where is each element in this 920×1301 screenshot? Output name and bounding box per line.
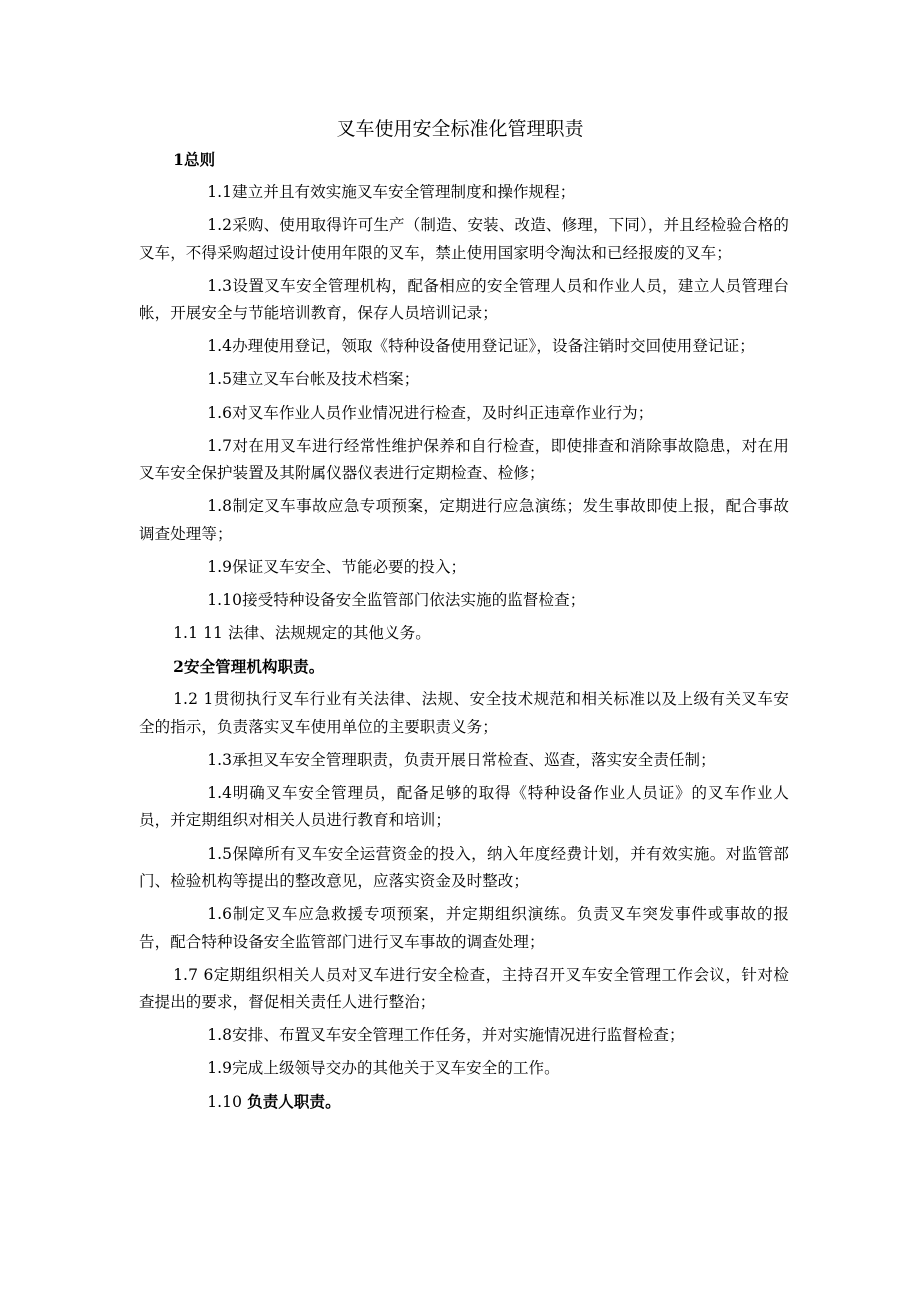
clause-text: 保障所有叉车安全运营资金的投入，纳入年度经费计划，并有效实施。对监管部门、检验机构等提出的整改意见，应落实资金及时整改； xyxy=(139,844,789,890)
clause-heading xyxy=(139,1088,789,1117)
clause-text: 贯彻执行叉车行业有关法律、法规、安全技术规范和相关标准以及上级有关叉车安全的指示，负责落实叉车使用单位的主要职责义务； xyxy=(139,690,789,736)
clause-text: 完成上级领导交办的其他关于叉车安全的工作。 xyxy=(232,1059,560,1078)
clause xyxy=(139,400,789,428)
clause-number: 1.7 6 xyxy=(173,965,214,984)
clause-text: 对叉车作业人员作业情况进行检查，及时纠正违章作业行为； xyxy=(232,403,654,422)
clause-text: 明确叉车安全管理员，配备足够的取得《特种设备作业人员证》的叉车作业人员，并定期组织对相关人员进行教育和培训； xyxy=(139,783,789,830)
section-heading xyxy=(139,146,789,174)
clause xyxy=(139,620,789,648)
clause xyxy=(139,493,789,548)
clause-text: 办理使用登记，领取《特种设备使用登记证》，设备注销时交回使用登记证； xyxy=(232,337,755,356)
clause-text: 对在用叉车进行经常性维护保养和自行检查，即使排查和消除事故隐患，对在用叉车安全保护装置及其附属仪器仪表进行定期检查、检修； xyxy=(139,436,789,483)
clause-number: 1.2 xyxy=(207,216,233,235)
clause xyxy=(139,780,789,835)
clause xyxy=(139,1022,789,1050)
clause-text: 设置叉车安全管理机构，配备相应的安全管理人员和作业人员，建立人员管理台帐，开展安全与节能培训教育，保存人员培训记录； xyxy=(139,276,789,323)
clause-text: 保证叉车安全、节能必要的投入； xyxy=(232,557,467,576)
document-page xyxy=(139,112,789,1123)
document-title: 叉车使用安全标准化管理职责 xyxy=(336,118,584,140)
clause-number: 1.9 xyxy=(207,1059,233,1078)
clause xyxy=(139,1055,789,1083)
clause-text: 制定叉车应急救援专项预案，并定期组织演练。负责叉车突发事件或事故的报告，配合特种设备安全监管部门进行叉车事故的调查处理； xyxy=(139,905,789,951)
section-number: 1 xyxy=(173,150,184,169)
clause-number: 1.7 xyxy=(207,436,233,455)
clause xyxy=(139,841,789,896)
clause-number: 1.3 xyxy=(207,276,233,295)
clause-number: 1.4 xyxy=(207,337,233,356)
clause-number: 1.1 xyxy=(207,183,233,202)
clause xyxy=(139,962,789,1017)
clause xyxy=(139,747,789,775)
section-text: 总则 xyxy=(183,150,216,169)
clause xyxy=(139,273,789,328)
clause xyxy=(139,366,789,394)
clause-number: 1.8 xyxy=(207,497,233,516)
clause-text: 建立并且有效实施叉车安全管理制度和操作规程； xyxy=(232,183,576,202)
clause xyxy=(139,901,789,956)
clause-number: 1.4 xyxy=(207,783,233,802)
clause-number: 1.9 xyxy=(207,557,233,576)
clause xyxy=(139,686,789,741)
clause-number: 1.6 xyxy=(207,905,233,924)
clause-number: 1.1 11 xyxy=(173,624,223,643)
clause-number: 1.6 xyxy=(207,403,233,422)
clause-text: 建立叉车台帐及技术档案； xyxy=(232,370,420,389)
clause-text: 法律、法规规定的其他义务。 xyxy=(228,624,431,643)
clause-number: 1.5 xyxy=(207,370,233,389)
clause xyxy=(139,433,789,488)
clause-number: 1.10 xyxy=(207,590,243,609)
clause-number: 1.8 xyxy=(207,1026,233,1045)
section-text: 安全管理机构职责。 xyxy=(183,657,325,677)
clause xyxy=(139,587,789,615)
clause-text: 采购、使用取得许可生产（制造、安装、改造、修理，下同），并且经检验合格的叉车，不得采购超过设计使用年限的叉车，禁止使用国家明令淘汰和已经报废的叉车； xyxy=(139,216,789,262)
clause-text: 制定叉车事故应急专项预案，定期进行应急演练；发生事故即使上报，配合事故调查处理等； xyxy=(139,497,789,543)
clause xyxy=(139,179,789,207)
clause-text: 安排、布置叉车安全管理工作任务，并对实施情况进行监督检查； xyxy=(232,1026,685,1045)
clause-text: 定期组织相关人员对叉车进行安全检查，主持召开叉车安全管理工作会议，针对检查提出的要求，督促相关责任人进行整治； xyxy=(139,965,789,1012)
section-number: 2 xyxy=(173,657,184,677)
section-heading xyxy=(139,653,789,681)
clause-heading-text: 负责人职责。 xyxy=(247,1092,341,1112)
clause-number: 1.3 xyxy=(207,750,233,769)
clause xyxy=(139,333,789,361)
clause-number: 1.10 xyxy=(207,1093,243,1112)
clause xyxy=(139,554,789,582)
clause-text: 承担叉车安全管理职责，负责开展日常检查、巡查，落实安全责任制； xyxy=(232,750,716,769)
clause-text: 接受特种设备安全监管部门依法实施的监督检查； xyxy=(242,590,586,609)
clause-number: 1.2 1 xyxy=(173,690,214,709)
clause xyxy=(139,212,789,267)
clause-number: 1.5 xyxy=(207,844,233,863)
